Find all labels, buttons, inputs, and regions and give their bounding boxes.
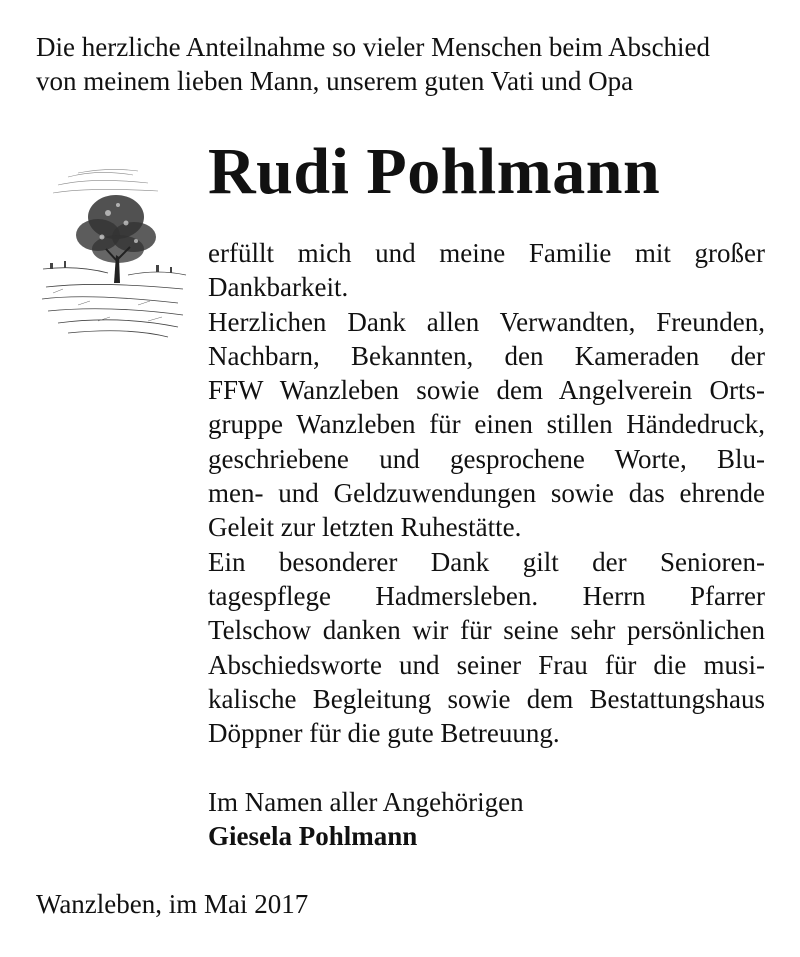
body-line: FFW Wanzleben sowie dem Angelverein Orts- bbox=[208, 375, 765, 406]
deceased-name: Rudi Pohlmann bbox=[208, 135, 661, 208]
closing-group: Im Namen aller Angehörigen bbox=[208, 787, 524, 817]
body-line: Herzlichen Dank allen Verwandten, Freunden, bbox=[208, 306, 765, 337]
intro-text bbox=[36, 30, 776, 98]
body-line: Telschow danken wir für seine sehr persönlichen bbox=[208, 615, 765, 646]
body-line: Nachbarn, Bekannten, den Kameraden der bbox=[208, 340, 765, 371]
body-line: gruppe Wanzleben für einen stillen Händedruck, bbox=[208, 409, 765, 440]
signature: Giesela Pohlmann bbox=[208, 821, 418, 851]
body-line: Ein besonderer Dank gilt der Senioren- bbox=[208, 546, 765, 577]
body-line: Dankbarkeit. bbox=[208, 272, 349, 303]
body-line: Döppner für die gute Betreuung. bbox=[208, 718, 560, 749]
body-line: kalische Begleitung sowie dem Bestattungshaus bbox=[208, 683, 765, 714]
closing-block bbox=[208, 785, 524, 853]
intro-line: Die herzliche Anteilnahme so vieler Menschen beim Abschied bbox=[36, 32, 711, 62]
body-line: tagespflege Hadmersleben. Herrn Pfarrer bbox=[208, 580, 765, 611]
body-line: men- und Geldzuwendungen sowie das ehrende bbox=[208, 478, 765, 509]
message-body bbox=[208, 236, 765, 750]
body-line: erfüllt mich und meine Familie mit großer bbox=[208, 238, 765, 268]
place-date: Wanzleben, im Mai 2017 bbox=[36, 889, 309, 919]
body-line: Geleit zur letzten Ruhestätte. bbox=[208, 512, 522, 543]
intro-line: von meinem lieben Mann, unserem guten Vati und Opa bbox=[36, 66, 634, 96]
body-line: geschriebene und gesprochene Worte, Blu- bbox=[208, 443, 765, 474]
tree-landscape-icon bbox=[38, 165, 188, 345]
body-line: Abschiedsworte und seiner Frau für die musi- bbox=[208, 649, 765, 680]
